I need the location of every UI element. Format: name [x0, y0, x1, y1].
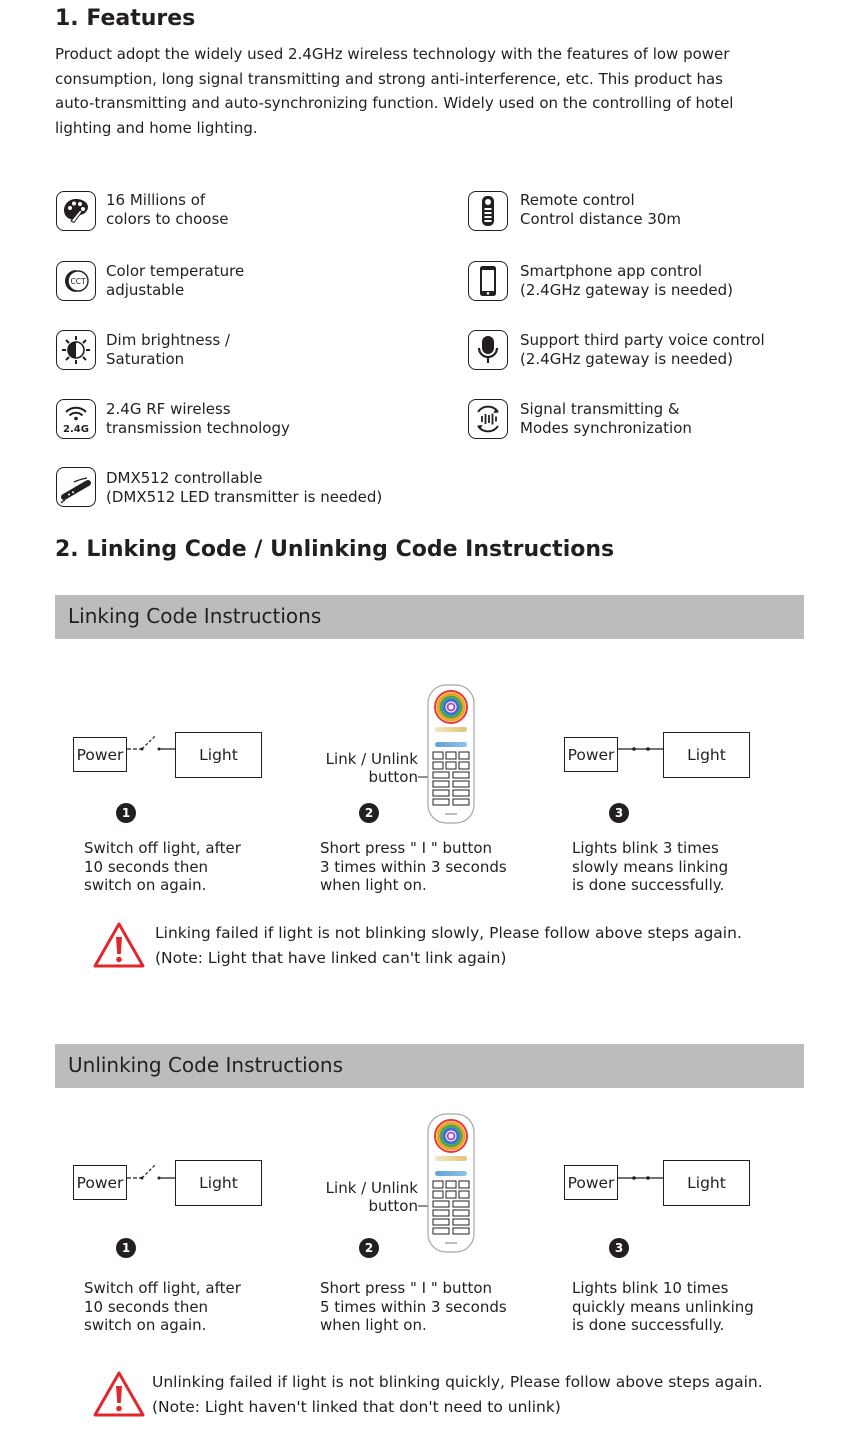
- smartphone-icon: [468, 261, 508, 301]
- svg-text:2.4G: 2.4G: [63, 424, 89, 435]
- feature-brightness-text: Dim brightness / Saturation: [106, 331, 231, 368]
- remote-controller-icon: [427, 1113, 475, 1253]
- power-box: Power: [73, 737, 127, 772]
- warning-icon: [92, 1370, 146, 1418]
- feature-dmx-text: DMX512 controllable (DMX512 LED transmitter is needed): [106, 469, 383, 506]
- power-box: Power: [564, 1165, 618, 1200]
- wifi-icon: [56, 399, 96, 439]
- step-description: Switch off light, after 10 seconds then switch on again.: [84, 1279, 241, 1334]
- palette-icon: [56, 191, 96, 231]
- light-box: Light: [663, 732, 750, 778]
- power-box: Power: [564, 737, 618, 772]
- light-box: Light: [175, 1160, 262, 1206]
- step-description: Lights blink 3 times slowly means linking is done successfully.: [572, 839, 729, 894]
- warning-text: Linking failed if light is not blinking slowly, Please follow above steps again. (Note: Light that have linked can't link again): [155, 924, 742, 967]
- step-number: 3: [609, 1238, 629, 1258]
- step-description: Switch off light, after 10 seconds then switch on again.: [84, 839, 241, 894]
- feature-sync-text: Signal transmitting & Modes synchronization: [520, 400, 692, 437]
- step-description: Lights blink 10 times quickly means unlinking is done successfully.: [572, 1279, 754, 1334]
- feature-cct-text: Color temperature adjustable: [106, 262, 245, 299]
- link-unlink-label: Link / Unlink button: [325, 750, 418, 786]
- switch-on-icon: [618, 1173, 664, 1183]
- feature-remote-text: Remote control Control distance 30m: [520, 191, 682, 228]
- linking-title: 2. Linking Code / Unlinking Code Instructions: [55, 537, 615, 562]
- warning-icon: [92, 921, 146, 969]
- linking-section-band: Linking Code Instructions: [55, 595, 804, 639]
- warning-text: Unlinking failed if light is not blinking quickly, Please follow above steps again. (Note: Light haven't linked that don't need to unlink): [152, 1373, 763, 1416]
- step-number: 3: [609, 803, 629, 823]
- feature-colors-text: 16 Millions of colors to choose: [106, 191, 229, 228]
- remote-controller-icon: [427, 684, 475, 824]
- step-number: 1: [116, 1238, 136, 1258]
- microphone-icon: [468, 330, 508, 370]
- step-description: Short press " I " button 5 times within 3 seconds when light on.: [320, 1279, 507, 1334]
- features-intro: Product adopt the widely used 2.4GHz wireless technology with the features of low power consumption, long signal transmitting and strong anti-interference, etc. This product has auto-transmitting and auto-synchronizing function. Widely used on the controlling of hotel lighting and home lighting.: [55, 45, 734, 137]
- signal-sync-icon: [468, 399, 508, 439]
- cct-icon: [56, 261, 96, 301]
- switch-on-icon: [618, 744, 664, 754]
- switch-off-icon: [127, 1162, 177, 1182]
- unlinking-section-band: Unlinking Code Instructions: [55, 1044, 804, 1088]
- step-number: 2: [359, 1238, 379, 1258]
- link-unlink-label: Link / Unlink button: [325, 1179, 418, 1215]
- power-box: Power: [73, 1165, 127, 1200]
- light-box: Light: [175, 732, 262, 778]
- feature-rf-text: 2.4G RF wireless transmission technology: [106, 400, 290, 437]
- step-number: 2: [359, 803, 379, 823]
- svg-text:CCT: CCT: [70, 277, 86, 286]
- step-number: 1: [116, 803, 136, 823]
- remote-icon: [468, 191, 508, 231]
- feature-voice-text: Support third party voice control (2.4GHz gateway is needed): [520, 331, 765, 368]
- brightness-icon: [56, 330, 96, 370]
- dmx-icon: [56, 467, 96, 507]
- features-title: 1. Features: [55, 6, 196, 31]
- step-description: Short press " I " button 3 times within 3 seconds when light on.: [320, 839, 507, 894]
- feature-app-text: Smartphone app control (2.4GHz gateway is needed): [520, 262, 734, 299]
- light-box: Light: [663, 1160, 750, 1206]
- switch-off-icon: [127, 733, 177, 753]
